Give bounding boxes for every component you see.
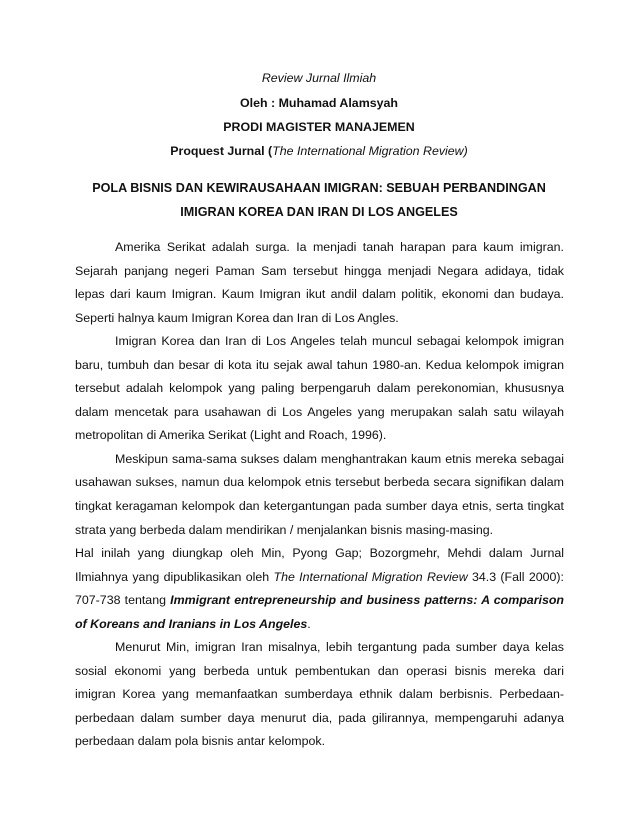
paragraph-2: Imigran Korea dan Iran di Los Angeles telah muncul sebagai kelompok imigran baru, tumbuh dan besar di kota itu sejak awal tahun 1980-an. Kedua kelompok imigran tersebut adalah kelompok yang paling berpengaruh dalam perekonomian, khususnya dalam mencetak para usahawan di Los Angeles yang merupakan salah satu wilayah metropolitan di Amerika Serikat (Light and Roach, 1996). [75,334,564,443]
paragraph-4-text-b: 34.3 (Fall 2000): 707-738 tentang [75,569,564,608]
author-line: Oleh : Muhamad Alamsyah [240,96,398,110]
program-text: PRODI MAGISTER MANAJEMEN [223,120,415,134]
article-title-line1: POLA BISNIS DAN KEWIRAUSAHAAN IMIGRAN: SEBUAH PERBANDINGAN [92,181,546,195]
paragraph-4 [75,542,564,636]
journal-name: The International Migration Review [273,569,468,584]
program-line [0,120,638,134]
source-line [0,144,638,158]
paragraph-4-text-c: . [307,616,311,631]
article-reference: Immigrant entrepreneurship and business patterns: A comparison of Koreans and Iranians in Los Angeles [75,593,564,631]
review-label: Review Jurnal Ilmiah [261,71,377,85]
paragraph-3: Meskipun sama-sama sukses dalam menghantrakan kaum etnis mereka sebagai usahawan sukses, namun dua kelompok etnis tersebut berbeda secara signifikan dalam tingkat keragaman kelompok dan ketergantungan pada sumber daya etnis, serta tingkat strata yang berbeda dalam mendirikan / menjalankan bisnis masing-masing. [75,451,564,537]
paragraph-1: Amerika Serikat adalah surga. Ia menjadi tanah harapan para kaum imigran. Sejarah panjang negeri Paman Sam tersebut hingga menjadi Negara adidaya, tidak lepas dari kaum Imigran. Kaum Imigran ikut andil dalam politik, ekonomi dan budaya. Seperti halnya kaum Imigran Korea dan Iran di Los Angles. [75,240,564,325]
paragraph-5: Menurut Min, imigran Iran misalnya, lebih tergantung pada sumber daya kelas sosial ekonomi yang berbeda untuk pembentukan dan operasi bisnis mereka dari imigran Korea yang memanfaatkan sumberdaya ethnik dalam berbisnis. Perbedaan-perbedaan dalam sumber daya menurut dia, pada gilirannya, mempengaruhi adanya perbedaan dalam pola bisnis antar kelompok. [75,640,564,749]
body-text [75,236,564,754]
source-prefix: Proquest Jurnal ( [170,144,273,158]
source-journal: The International Migration Review) [272,144,468,158]
paragraph-4-text-a: Hal inilah yang diungkap oleh Min, Pyong Gap; Bozorgmehr, Mehdi dalam Jurnal Ilmiahnya yang dipublikasikan oleh [75,546,564,584]
article-title-line2: IMIGRAN KOREA DAN IRAN DI LOS ANGELES [180,205,458,219]
